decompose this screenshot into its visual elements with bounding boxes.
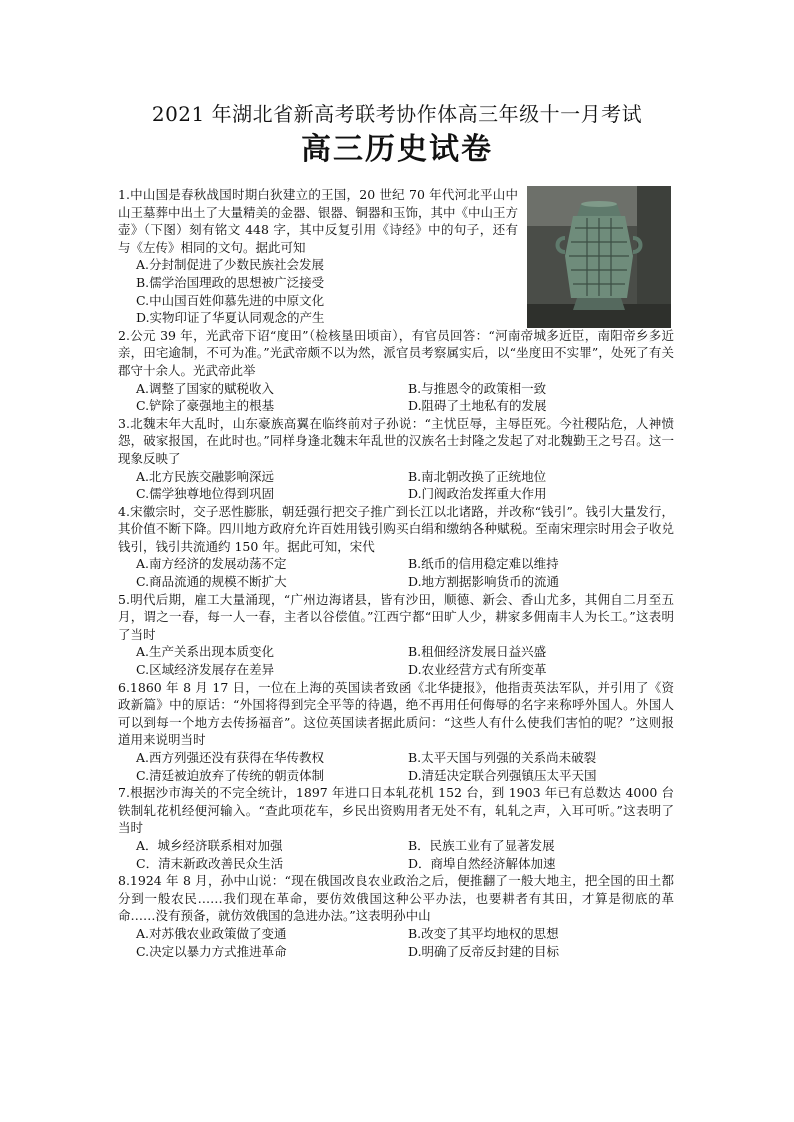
question-7 <box>118 784 674 872</box>
question-1 <box>118 186 674 327</box>
question-stem: 1.中山国是春秋战国时期白狄建立的王国，20 世纪 70 年代河北平山中山王墓葬中出土了大量精美的金器、银器、铜器和玉饰，其中《中山王方壶》（下图）刻有铭文 448 字，其中反复引用《诗经》中的句子，还有与《左传》相同的文句。据此可知 <box>118 187 519 255</box>
option-b[interactable]: B．民族工业有了显著发展 <box>408 837 555 853</box>
option-d[interactable]: D.阻碍了土地私有的发展 <box>408 398 547 414</box>
option-c[interactable]: C.儒学独尊地位得到巩固 <box>136 486 275 502</box>
question-options <box>118 555 674 590</box>
exam-title: 2021 年湖北省新高考联考协作体高三年级十一月考试 <box>151 102 643 126</box>
option-b[interactable]: B.南北朝改换了正统地位 <box>408 468 547 484</box>
option-a[interactable]: A.分封制促进了少数民族社会发展 <box>136 257 325 273</box>
question-3 <box>118 415 674 503</box>
question-options <box>118 749 674 784</box>
question-2 <box>118 327 674 415</box>
question-options <box>118 468 674 503</box>
option-d[interactable]: D.门阀政治发挥重大作用 <box>408 486 547 502</box>
question-stem: 8.1924 年 8 月，孙中山说：“现在俄国改良农业政治之后，便推翻了一般大地主，把全国的田土都分到一般农民……我们现在革命，要仿效俄国这种公平办法，也要耕者有其田，才算是彻底的革命……没有预备，就仿效俄国的急进办法。”这表明孙中山 <box>118 873 674 924</box>
option-c[interactable]: C.区域经济发展存在差异 <box>136 662 275 678</box>
option-c[interactable]: C．清末新政改善民众生活 <box>136 855 284 871</box>
question-stem: 4.宋徽宗时，交子恶性膨胀，朝廷强行把交子推广到长江以北诸路，并改称“钱引”。钱引大量发行，其价值不断下降。四川地方政府允许百姓用钱引购买白绢和缴纳各种赋税。至南宋理宗时用会子收兑钱引，钱引共流通约 150 年。据此可知，宋代 <box>118 503 674 554</box>
question-stem: 5.明代后期，雇工大量涌现，“广州边海诸县，皆有沙田，顺德、新会、香山尤多，其佣自二月至五月，谓之一春，每一人一春，主者以谷偿值。”江西宁都“田旷人少，耕家多佣南丰人为长工。”这表明了当时 <box>118 591 674 642</box>
option-a[interactable]: A.北方民族交融影响深远 <box>136 468 275 484</box>
question-stem: 3.北魏末年大乱时，山东豪族高翼在临终前对子孙说：“主忧臣辱，主辱臣死。今社稷阽危，人神愤怨，破家报国，在此时也。”同样身逢北魏末年乱世的汉族名士封隆之发起了对北魏勤王之号召。这一现象反映了 <box>118 415 674 466</box>
question-stem: 2.公元 39 年，光武帝下诏“度田”（检核垦田顷亩），有官员回答：“河南帝城多近臣，南阳帝乡多近亲，田宅逾制，不可为准。”光武帝颇不以为然，派官员考察属实后，以“坐度田不实罪”，处死了有关郡守十余人。光武帝此举 <box>118 327 674 378</box>
option-b[interactable]: B.改变了其平均地权的思想 <box>408 925 559 941</box>
option-c[interactable]: C.决定以暴力方式推进革命 <box>136 943 287 959</box>
option-c[interactable]: C.商品流通的规模不断扩大 <box>136 574 287 590</box>
question-list <box>118 186 674 960</box>
question-options <box>118 837 674 872</box>
question-4 <box>118 503 674 591</box>
question-6 <box>118 679 674 785</box>
question-5 <box>118 591 674 679</box>
option-a[interactable]: A.西方列强还没有获得在华传教权 <box>136 750 325 765</box>
question-stem: 6.1860 年 8 月 17 日，一位在上海的英国读者致函《北华捷报》，他指责英法军队，并引用了《资政新篇》中的原话：“外国将得到完全平等的待遇，绝不再用任何侮辱的名字来称呼外国人。外国人可以到每一个地方去传扬福音”。这位英国读者据此质问：“这些人有什么使我们害怕的呢？”这则报道用来说明当时 <box>118 679 674 748</box>
option-b[interactable]: B.太平天国与列强的关系尚未破裂 <box>408 750 597 765</box>
option-a[interactable]: A.调整了国家的赋税收入 <box>136 380 275 396</box>
option-d[interactable]: D.实物印证了华夏认同观念的产生 <box>136 310 325 326</box>
option-d[interactable]: D.农业经营方式有所变革 <box>408 662 547 678</box>
option-c[interactable]: C.中山国百姓仰慕先进的中原文化 <box>136 292 325 308</box>
option-a[interactable]: A.对苏俄农业政策做了变通 <box>136 925 287 941</box>
option-d[interactable]: D．商埠自然经济解体加速 <box>408 855 556 871</box>
option-d[interactable]: D.明确了反帝反封建的目标 <box>408 943 560 959</box>
option-b[interactable]: B.儒学治国理政的思想被广泛接受 <box>136 274 325 290</box>
option-a[interactable]: A.南方经济的发展动荡不定 <box>136 556 287 572</box>
option-b[interactable]: B.租佃经济发展日益兴盛 <box>408 644 547 660</box>
question-options <box>118 256 674 326</box>
question-8 <box>118 872 674 960</box>
option-d[interactable]: D.清廷决定联合列强镇压太平天国 <box>408 767 597 783</box>
option-a[interactable]: A．城乡经济联系相对加强 <box>136 837 283 853</box>
option-c[interactable]: C.铲除了豪强地主的根基 <box>136 398 275 414</box>
option-b[interactable]: B.与推恩令的政策相一致 <box>408 380 547 396</box>
option-a[interactable]: A.生产关系出现本质变化 <box>136 644 275 660</box>
option-c[interactable]: C.清廷被迫放弃了传统的朝贡体制 <box>136 767 325 783</box>
option-b[interactable]: B.纸币的信用稳定难以维持 <box>408 556 559 572</box>
question-options <box>118 380 674 415</box>
question-stem: 7.根据沙市海关的不完全统计，1897 年进口日本轧花机 152 台，到 1903 年已有总数达 4000 台铁制轧花机经便河输入。“查此项花车，乡民出资购用者无处不有，轧轧之声，入耳可听。”这表明了当时 <box>118 785 674 836</box>
question-options <box>118 925 674 960</box>
option-d[interactable]: D.地方割据影响货币的流通 <box>408 574 560 590</box>
exam-subtitle: 高三历史试卷 <box>301 132 493 167</box>
question-options <box>118 643 674 678</box>
